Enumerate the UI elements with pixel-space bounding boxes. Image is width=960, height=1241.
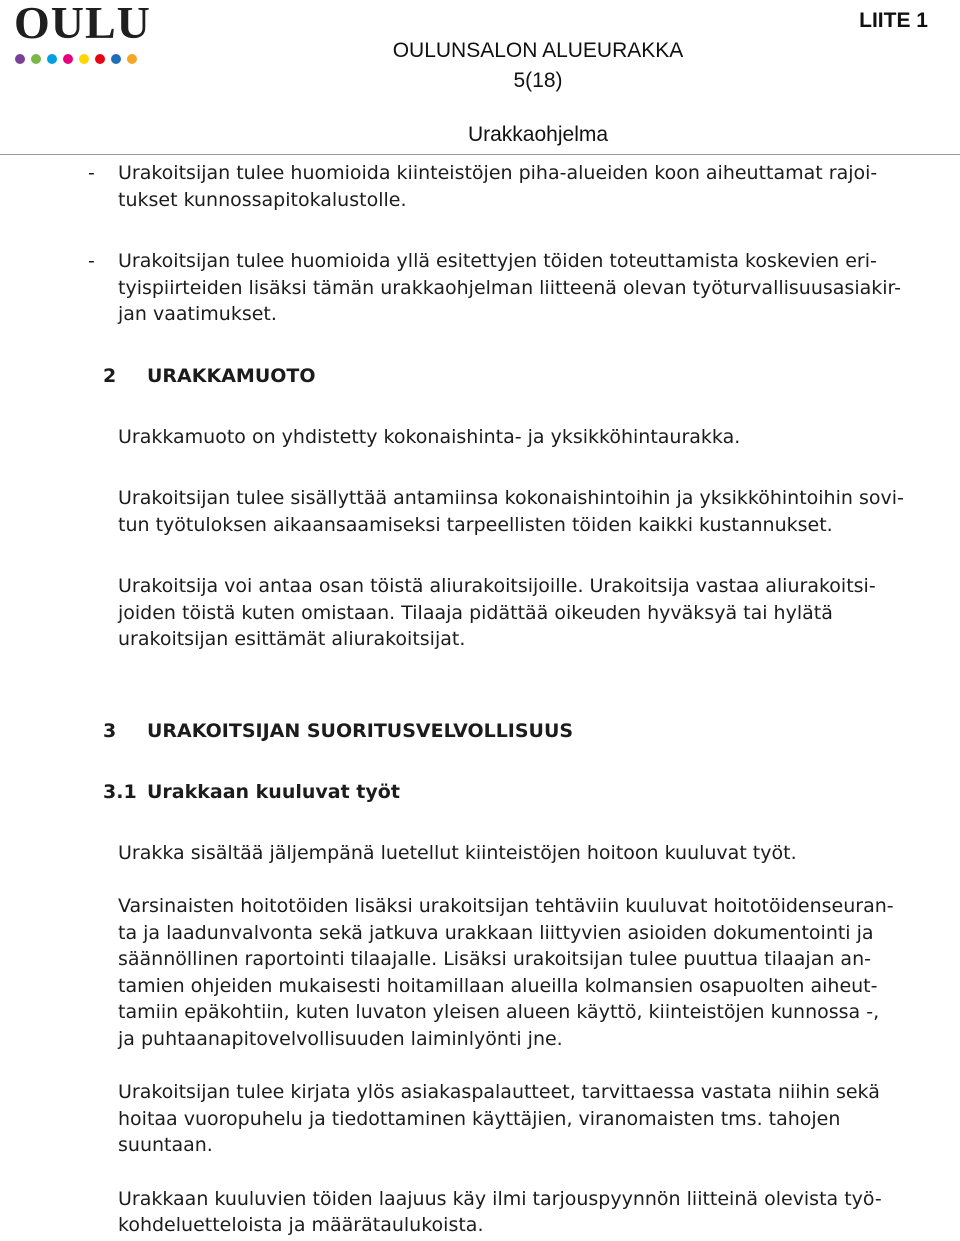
attachment-label: LIITE 1 [859, 9, 928, 32]
text-line: tamiin epäkohtiin, kuten luvaton yleisen alueen käyttö, kiinteistöjen kunnossa -, [118, 1001, 880, 1023]
paragraph [118, 1186, 952, 1239]
text-line: Urakkaan kuuluvien töiden laajuus käy ilmi tarjouspyynnön liitteinä olevista työ- [118, 1187, 882, 1210]
subsection-heading-3-1 [103, 779, 960, 805]
text-line: ja puhtaanapitovelvollisuuden laiminlyönti jne. [118, 1027, 563, 1050]
section-title: URAKKAMUOTO [147, 364, 316, 387]
document-subtitle: Urakkaohjelma [467, 123, 609, 146]
text-line: kohdeluetteloista ja määrätaulukoista. [118, 1214, 484, 1236]
paragraph [118, 573, 952, 653]
paragraph [118, 1079, 952, 1159]
document-body [0, 158, 960, 1239]
text-line: Urakoitsijan tulee kirjata ylös asiakaspalautteet, tarvittaessa vastata niihin sekä [118, 1081, 880, 1103]
text-line: tun työtuloksen aikaansaamiseksi tarpeellisten töiden kaikki kustannukset. [118, 513, 833, 536]
text-line: tukset kunnossapitokalustolle. [118, 188, 407, 211]
section-number: 3.1 [103, 780, 137, 803]
text-line: hoitaa vuoropuhelu ja tiedottaminen käyttäjien, viranomaisten tms. tahojen [118, 1107, 841, 1130]
logo-text: OULU [14, 0, 151, 48]
paragraph [118, 893, 952, 1052]
text-line: Varsinaisten hoitotöiden lisäksi urakoitsijan tehtäviin kuuluvat hoitotöidenseuran- [118, 895, 894, 917]
text-line: ta ja laadunvalvonta sekä jatkuva urakkaan liittyvien asioiden dokumentointi ja [118, 921, 874, 944]
section-number: 2 [103, 364, 117, 387]
text-line: Urakoitsijan tulee huomioida kiinteistöjen piha-alueiden koon aiheuttamat rajoi- [118, 162, 878, 184]
paragraph [118, 424, 952, 451]
section-title: URAKOITSIJAN SUORITUSVELVOLLISUUS [147, 719, 574, 742]
text-line: joiden töistä kuten omistaan. Tilaaja pidättää oikeuden hyväksyä tai hylätä [118, 601, 833, 624]
page-number: 5(18) [513, 69, 563, 92]
bullet-item [0, 248, 946, 328]
text-line: jan vaatimukset. [118, 303, 277, 325]
text-line: tyispiirteiden lisäksi tämän urakkaohjelman liitteenä olevan työturvallisuusasiakir- [118, 276, 901, 299]
text-line: säännöllinen raportointi tilaajalle. Lisäksi urakoitsijan tulee puuttua tilaajan an- [118, 948, 871, 970]
text-line: Urakoitsija voi antaa osan töistä aliurakoitsijoille. Urakoitsija vastaa aliurakoitsi- [118, 575, 876, 597]
text-line: Urakoitsijan tulee huomioida yllä esitettyjen töiden toteuttamista koskevien eri- [118, 250, 877, 272]
bullet-dash: - [88, 162, 95, 184]
text-line: Urakoitsijan tulee sisällyttää antamiinsa kokonaishintoihin ja yksikköhintoihin sovi- [118, 487, 904, 509]
section-number: 3 [103, 719, 117, 742]
bullet-dash: - [88, 250, 95, 272]
section-heading-3 [103, 718, 960, 744]
text-line: Urakka sisältää jäljempänä luetellut kiinteistöjen hoitoon kuuluvat työt. [118, 841, 797, 864]
paragraph [118, 840, 952, 867]
text-line: suuntaan. [118, 1134, 213, 1156]
bullet-item [0, 160, 946, 213]
section-heading-2 [103, 363, 960, 389]
paragraph [118, 485, 952, 538]
text-line: urakoitsijan esittämät aliurakoitsijat. [118, 628, 466, 650]
document-title: OULUNSALON ALUEURAKKA [392, 39, 684, 62]
text-line: Urakkamuoto on yhdistetty kokonaishinta- ja yksikköhintaurakka. [118, 425, 741, 448]
section-title: Urakkaan kuuluvat työt [147, 780, 400, 803]
header-divider [0, 154, 960, 155]
text-line: tamien ohjeiden mukaisesti hoitamillaan alueilla kolmansien osapuolten aiheut- [118, 974, 878, 997]
